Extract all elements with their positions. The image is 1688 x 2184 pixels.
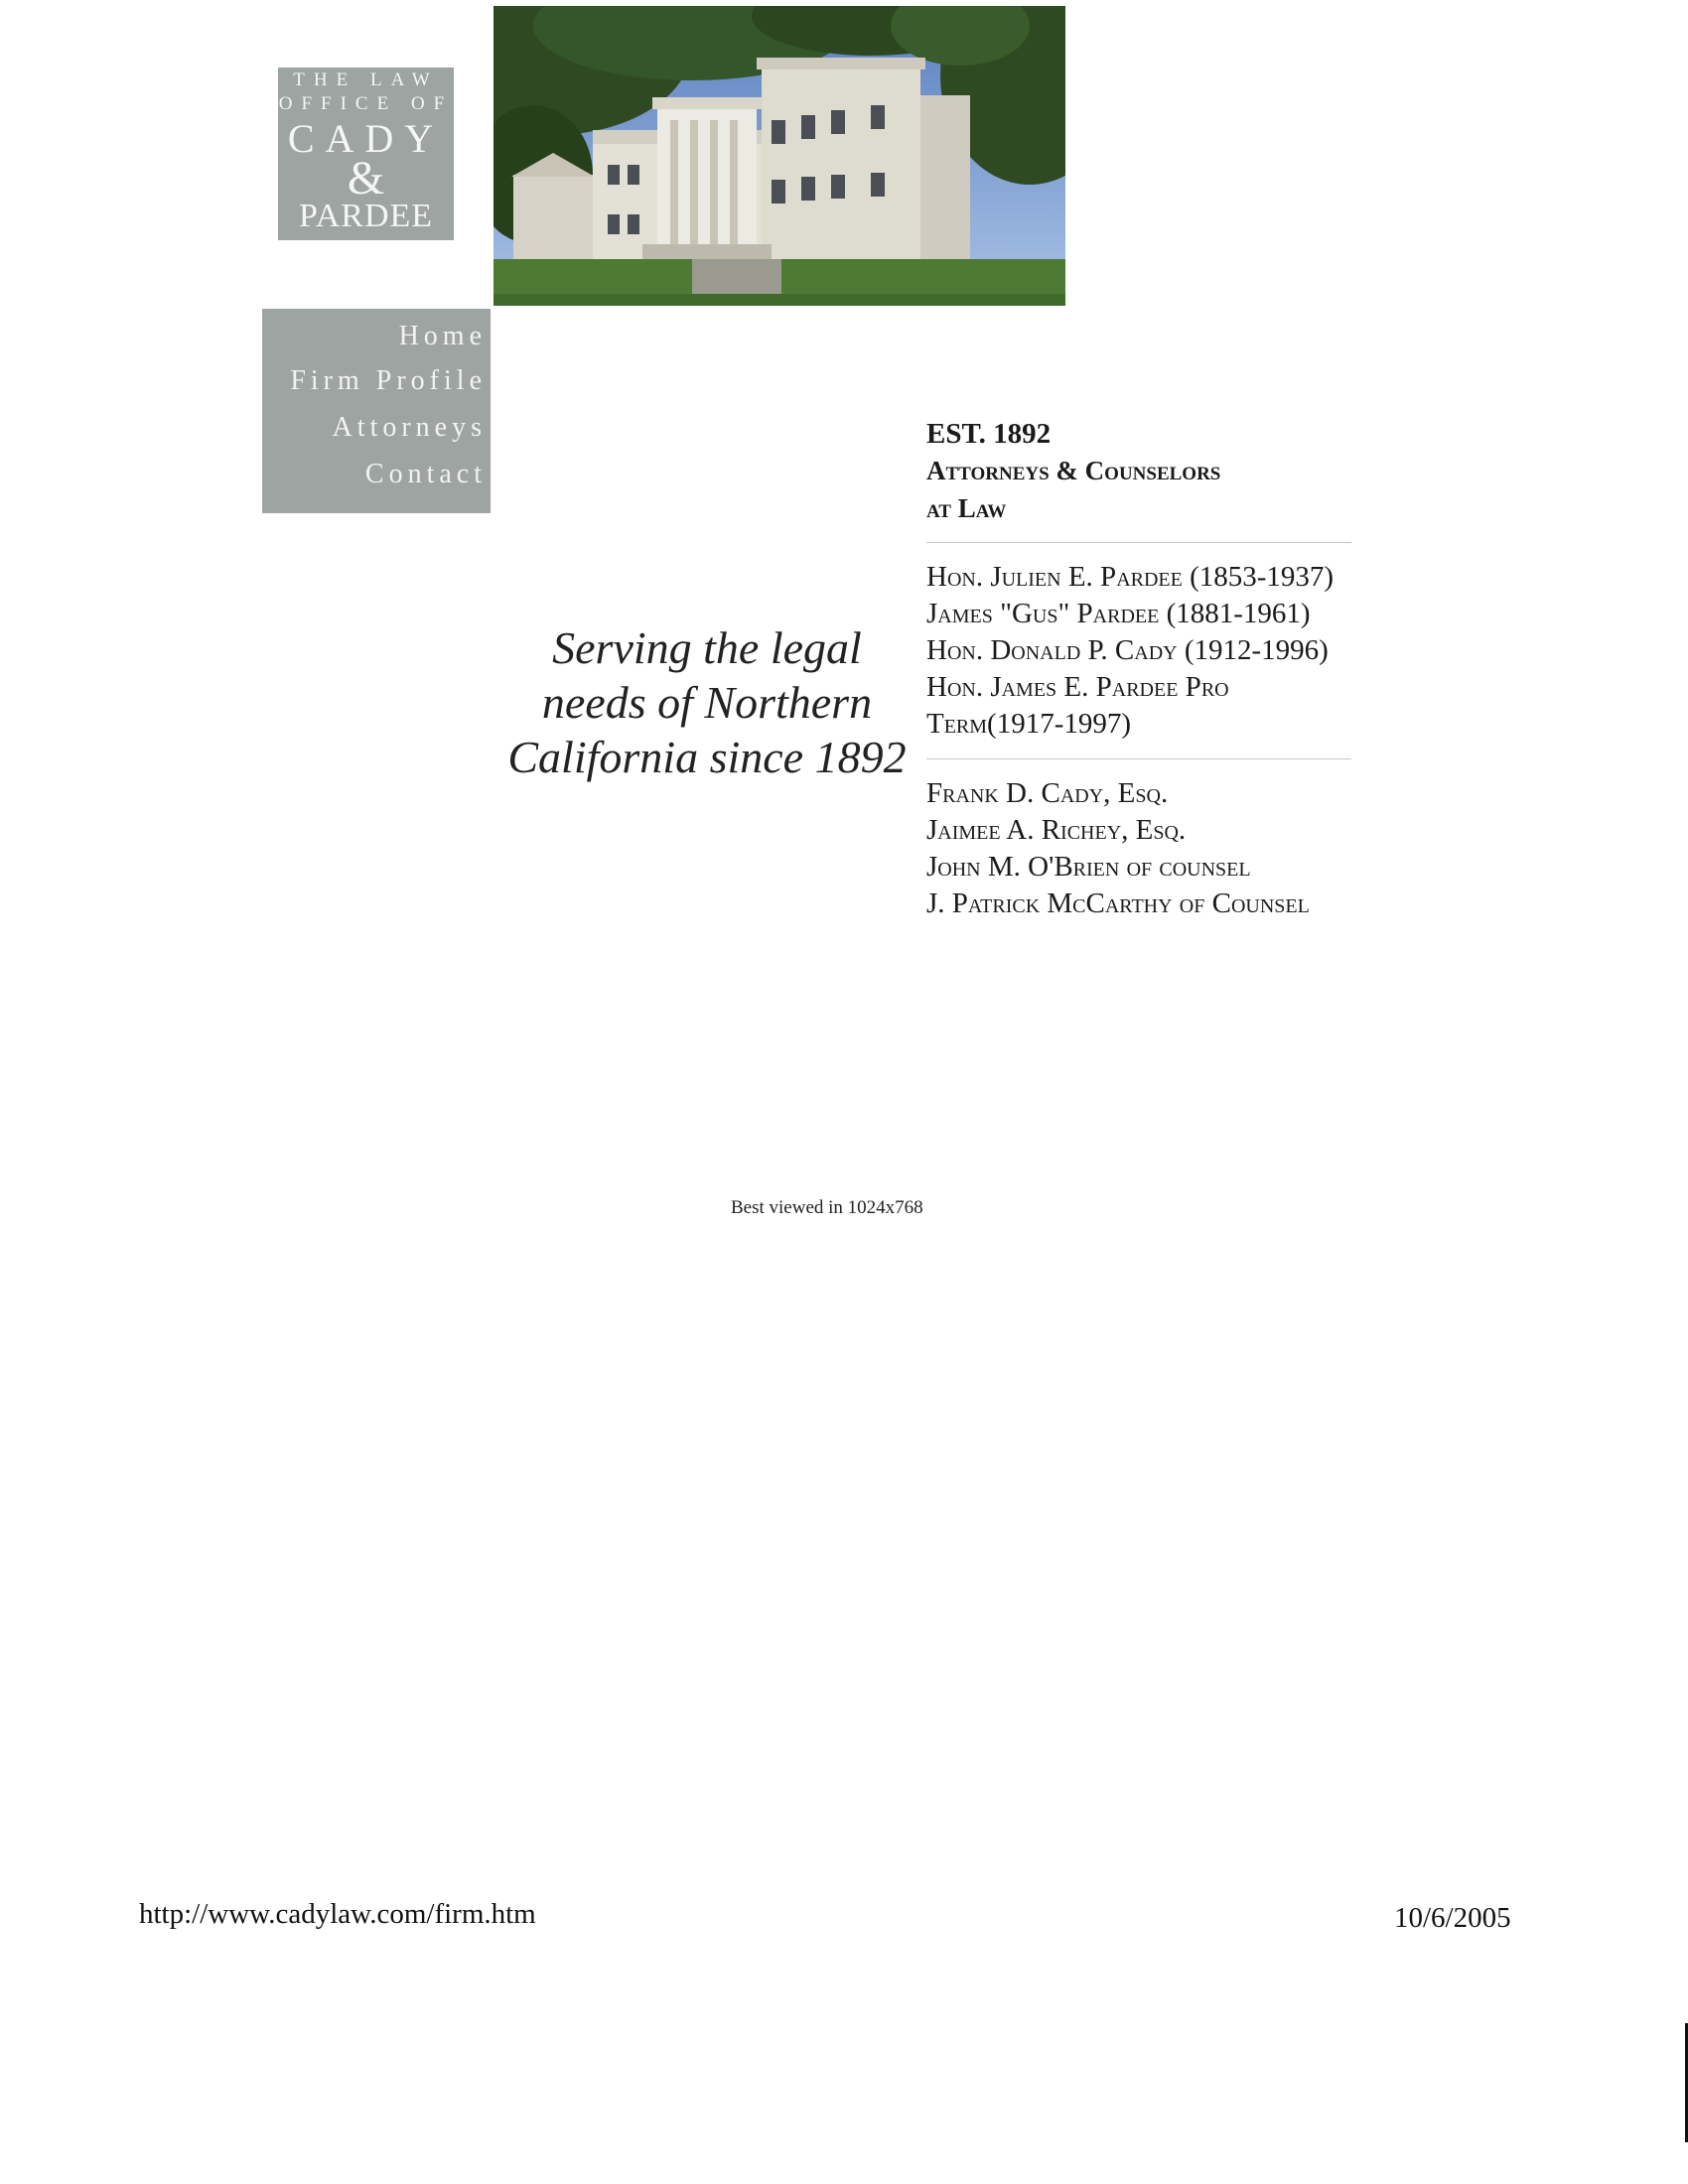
firm-info — [926, 417, 1353, 922]
courthouse-image — [493, 6, 1065, 306]
logo-line-4: & — [347, 152, 385, 205]
divider — [926, 542, 1351, 543]
logo-line-3: CADY — [287, 116, 445, 161]
current-member-item: J. Patrick McCarthy of Counsel — [926, 887, 1310, 919]
current-member-item: Jaimee A. Richey, Esq. — [926, 814, 1187, 846]
logo-line-1: THE LAW — [293, 69, 439, 90]
past-member-item: Hon. Julien E. Pardee (1853-1937) — [926, 561, 1335, 593]
best-viewed-note: Best viewed in 1024x768 — [731, 1197, 923, 1218]
current-member-item: Frank D. Cady, Esq. — [926, 777, 1169, 809]
established-year: EST. 1892 — [926, 418, 1052, 450]
logo-line-5: PARDEE — [298, 198, 434, 234]
firm-heading-line-2: at Law — [926, 493, 1007, 523]
main-nav — [262, 309, 491, 513]
past-member-item: James "Gus" Pardee (1881-1961) — [926, 598, 1311, 629]
page-url: http://www.cadylaw.com/firm.htm — [139, 1898, 536, 1930]
nav-home-link[interactable]: Home — [398, 321, 487, 351]
past-members-list — [926, 559, 1353, 743]
firm-logo — [278, 68, 454, 240]
courthouse-photo — [493, 6, 1065, 306]
past-member-item: Hon. Donald P. Cady (1912-1996) — [926, 634, 1329, 666]
nav-contact-link[interactable]: Contact — [364, 459, 487, 489]
nav-firm-profile-link[interactable]: Firm Profile — [290, 365, 487, 396]
nav-attorneys-link[interactable]: Attorneys — [332, 412, 487, 443]
past-member-item: Hon. James E. Pardee Pro Term(1917-1997) — [926, 671, 1229, 740]
divider — [926, 758, 1351, 759]
firm-heading-line-1: Attorneys & Counselors — [926, 456, 1221, 485]
current-member-item: John M. O'Brien of counsel — [926, 851, 1251, 883]
logo-line-2: OFFICE OF — [278, 93, 454, 114]
print-date: 10/6/2005 — [1394, 1902, 1511, 1934]
tagline: Serving the legal needs of Northern California since 1892 — [507, 622, 907, 782]
current-members-list — [926, 775, 1353, 922]
